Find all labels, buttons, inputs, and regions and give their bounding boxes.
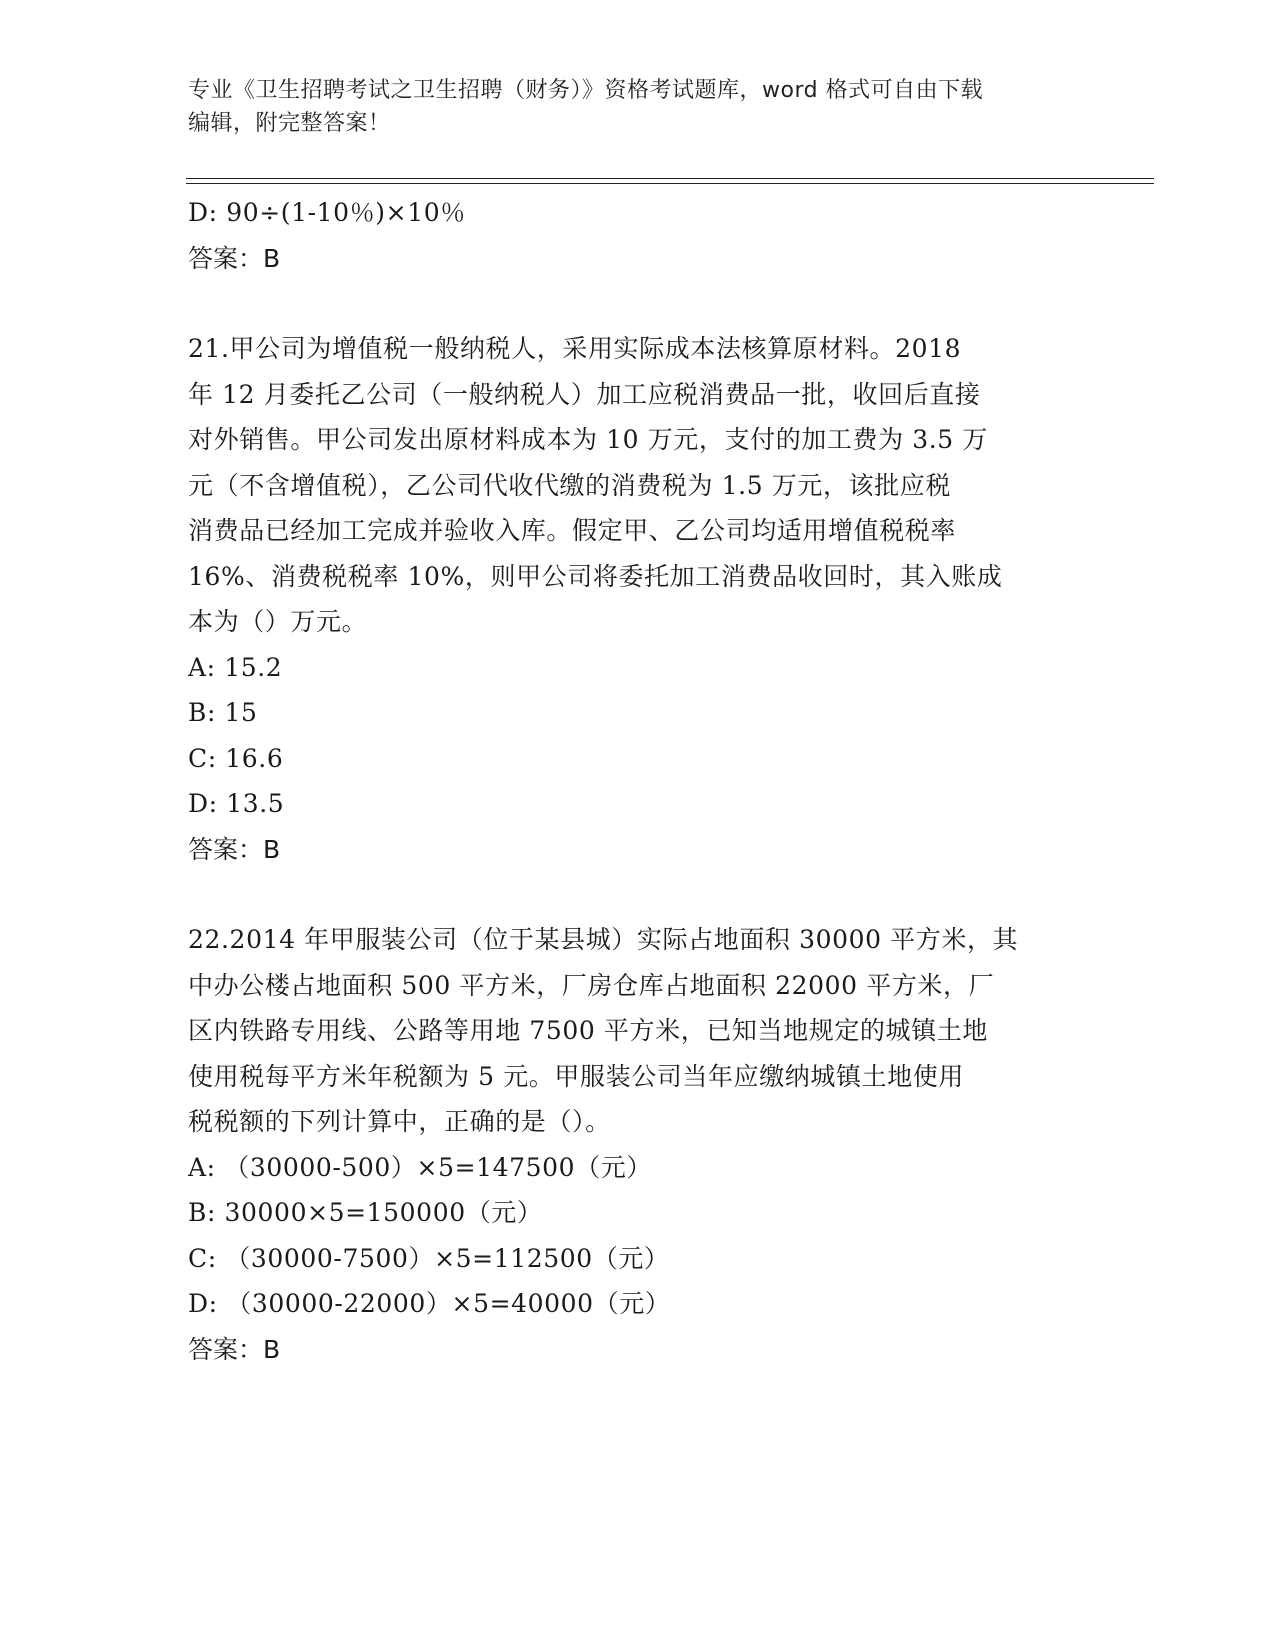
answer: 答案：B [188,834,281,864]
question-text-line: 本为（）万元。 [188,607,368,636]
option-c: C: 16.6 [188,743,284,773]
question-text-line: 税税额的下列计算中，正确的是（）。 [188,1107,611,1136]
question-text-line: 16%、消费税税率 10%，则甲公司将委托加工消费品收回时，其入账成 [188,561,1003,591]
question-21 [188,326,1088,872]
question-22 [188,917,1088,1372]
header-rule-top [186,178,1154,179]
question-text-line: 21.甲公司为增值税一般纳税人，采用实际成本法核算原材料。2018 [188,334,962,363]
question-text-line: 元（不含增值税），乙公司代收代缴的消费税为 1.5 万元，该批应税 [188,470,951,500]
page-header [188,74,1068,140]
option-c: C: （30000-7500）×5=112500（元） [188,1243,670,1273]
option-b: B: 30000×5=150000（元） [188,1198,543,1227]
answer: 答案：B [188,243,281,273]
question-text-line: 22.2014 年甲服装公司（位于某县城）实际占地面积 30000 平方米，其 [188,925,1019,954]
option-a: A: 15.2 [188,652,283,682]
option-a: A: （30000-500）×5=147500（元） [188,1152,652,1182]
question-20-tail [188,190,1088,281]
option-b: B: 15 [188,698,258,727]
header-rule-bottom [186,183,1154,184]
option-d: D: 13.5 [188,789,285,818]
question-text-line: 使用税每平方米年税额为 5 元。甲服装公司当年应缴纳城镇土地使用 [188,1061,965,1091]
header-line-1: 专业《卫生招聘考试之卫生招聘（财务）》资格考试题库，word 格式可自由下载 [188,78,984,103]
page-content [188,190,1088,1372]
question-text-line: 区内铁路专用线、公路等用地 7500 平方米，已知当地规定的城镇土地 [188,1016,988,1045]
question-text-line: 中办公楼占地面积 500 平方米，厂房仓库占地面积 22000 平方米，厂 [188,970,995,1000]
question-text-line: 消费品已经加工完成并验收入库。假定甲、乙公司均适用增值税税率 [188,516,957,545]
question-text-line: 对外销售。甲公司发出原材料成本为 10 万元，支付的加工费为 3.5 万 [188,425,988,454]
option-d: D: 90÷(1-10％)×10％ [188,198,466,227]
option-d: D: （30000-22000）×5=40000（元） [188,1289,671,1318]
answer: 答案：B [188,1334,281,1364]
header-line-2: 编辑，附完整答案！ [188,111,391,136]
question-text-line: 年 12 月委托乙公司（一般纳税人）加工应税消费品一批，收回后直接 [188,379,981,409]
